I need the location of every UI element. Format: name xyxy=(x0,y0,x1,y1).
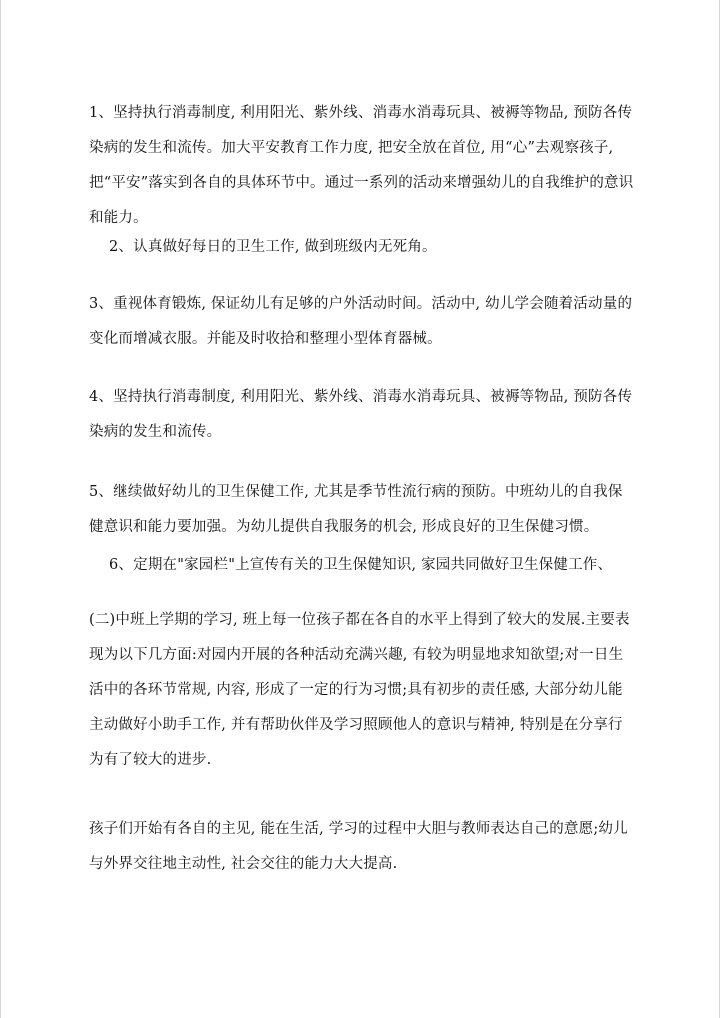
paragraph-disinfection: 4、坚持执行消毒制度, 利用阳光、紫外线、消毒水消毒玩具、被褥等物品, 预防各传染病的发生和流传。 xyxy=(89,389,633,440)
paragraph-social-development: 孩子们开始有各自的主见, 能在生活, 学习的过程中大胆与教师表达自己的意愿;幼儿与外界交往地主动性, 社会交往的能力大大提高. xyxy=(89,821,628,872)
paragraph-health-care: 5、继续做好幼儿的卫生保健工作, 尤其是季节性流行病的预防。中班幼儿的自我保健意识和能力要加强。为幼儿提供自我服务的机会, 形成良好的卫生保健习惯。 xyxy=(89,484,623,535)
paragraph-family-board: 6、定期在"家园栏"上宣传有关的卫生保健知识, 家园共同做好卫生保健工作、 xyxy=(109,557,613,573)
paragraph-learning-progress: (二)中班上学期的学习, 班上每一位孩子都在各自的水平上得到了较大的发展.主要表现为以下几方面:对园内开展的各种活动充满兴趣, 有较为明显地求知欲望;对一日生活中的各环节常规, 内容, 形成了一定的行为习惯;具有初步的责任感, 大部分幼儿能主动做好小助手工作, 并有帮助伙伴及学习照顾他人的意识与精神, 特别是在分享行为有了较大的进步. xyxy=(89,612,630,768)
paragraph-daily-hygiene: 2、认真做好每日的卫生工作, 做到班级内无死角。 xyxy=(109,239,437,255)
paragraph-disinfection-safety: 1、坚持执行消毒制度, 利用阳光、紫外线、消毒水消毒玩具、被褥等物品, 预防各传染病的发生和流传。加大平安教育工作力度, 把安全放在首位, 用“心”去观察孩子, 把“平安”落实到各自的具体环节中。通过一系列的活动来增强幼儿的自我维护的意识和能力。 xyxy=(89,105,634,226)
paragraph-physical-exercise: 3、重视体育锻炼, 保证幼儿有足够的户外活动时间。活动中, 幼儿学会随着活动量的变化而增减衣服。并能及时收拾和整理小型体育器械。 xyxy=(89,296,633,347)
